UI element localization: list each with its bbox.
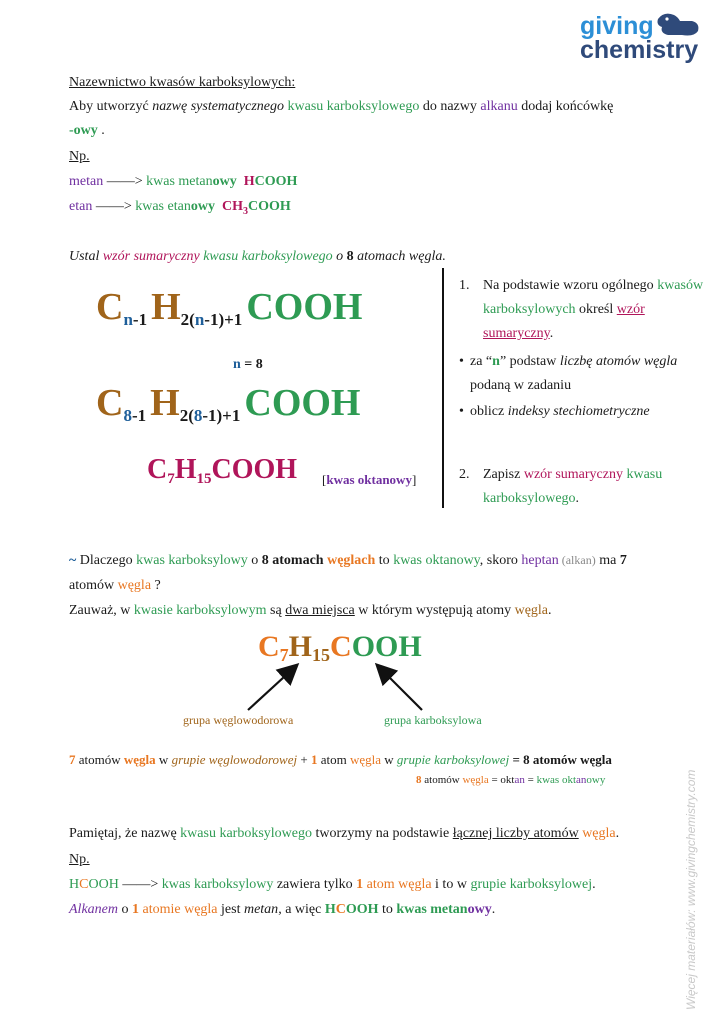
pointer-arrows [230, 660, 450, 718]
general-formula: Cn-1 H2(n-1)+1 COOH [96, 286, 363, 329]
example-label: Np. [69, 149, 90, 164]
result-name: [kwas oktanowy] [322, 472, 417, 487]
step-1-number: 1. [459, 278, 470, 293]
notice-line: Zauważ, w kwasie karboksylowym są dwa miejsca w którym występują atomy węgla. [69, 603, 552, 618]
example-etan: etan ——> kwas etanowy $CH_3COOH$ [69, 199, 291, 217]
task-statement: Ustal wzór sumaryczny kwasu karboksylowego o 8 atomach węgla. [69, 249, 446, 264]
section-heading: Nazewnictwo kwasów karboksylowych: [69, 75, 296, 90]
bullet-2: oblicz indeksy stechiometryczne [470, 404, 650, 419]
result-formula: C7H15COOH [147, 454, 298, 487]
bullet-1-cont: podaną w zadaniu [470, 378, 572, 393]
example-metan: metan ——> kwas metanowy HCOOH [69, 174, 298, 189]
logo-duck-icon [654, 11, 702, 39]
bullet-2-dot: • [459, 404, 464, 419]
label-hydrocarbon-group: grupa węglowodorowa [183, 713, 294, 727]
n-equals: n = 8 [233, 357, 263, 372]
step-1: Na podstawie wzoru ogólnego kwasów karboksylowych określ wzór sumaryczny. [483, 278, 704, 341]
watermark: Więcej materiałów: www.givingchemistry.com [684, 769, 698, 1010]
brand-logo [580, 14, 698, 62]
column-divider [442, 268, 444, 508]
step-2: Zapisz wzór sumaryczny kwasu karboksylowego. [483, 467, 663, 506]
label-carboxyl-group: grupa karboksylowa [384, 713, 482, 727]
remember-example-label: Np. [69, 852, 90, 867]
step-2-number: 2. [459, 467, 470, 482]
center-formula: C7H15COOH [258, 630, 422, 665]
methane-line: Alkanem o 1 atomie węgla jest metan, a więc HCOOH to kwas metanowy. [69, 902, 496, 917]
bullet-1: za “n” podstaw liczbę atomów węgla [470, 354, 678, 369]
question-line-1: ~ Dlaczego kwas karboksylowy o 8 atomach węglach to kwas oktanowy, skoro heptan (alkan) ma 7 [69, 553, 627, 568]
remember-line: Pamiętaj, że nazwę kwasu karboksylowego tworzymy na podstawie łącznej liczby atomów węgla. [69, 826, 620, 841]
sum-line: 7 atomów węgla w grupie węglowodorowej + 1 atom węgla w grupie karboksylowej = 8 atomów węgla [69, 752, 612, 767]
formic-acid-line: HCOOH ——> kwas karboksylowy zawiera tylko 1 atom węgla i to w grupie karboksylowej. [69, 877, 596, 892]
sum-line-2: 8 atomów węgla = oktan = kwas oktanowy [416, 774, 606, 786]
suffix-owy: -owy . [69, 123, 105, 138]
bullet-1-dot: • [459, 354, 464, 369]
logo-word-giving: giving [580, 12, 654, 40]
arrow-left [248, 666, 296, 710]
arrow-right [378, 666, 422, 710]
question-line-2: atomów węgla ? [69, 578, 161, 593]
logo-word-chemistry: chemistry [580, 36, 699, 64]
intro-sentence: Aby utworzyć nazwę systematycznego kwasu karboksylowego do nazwy alkanu dodaj końcówkę [69, 99, 614, 114]
substituted-formula: C8-1 H2(8-1)+1 COOH [96, 382, 361, 425]
